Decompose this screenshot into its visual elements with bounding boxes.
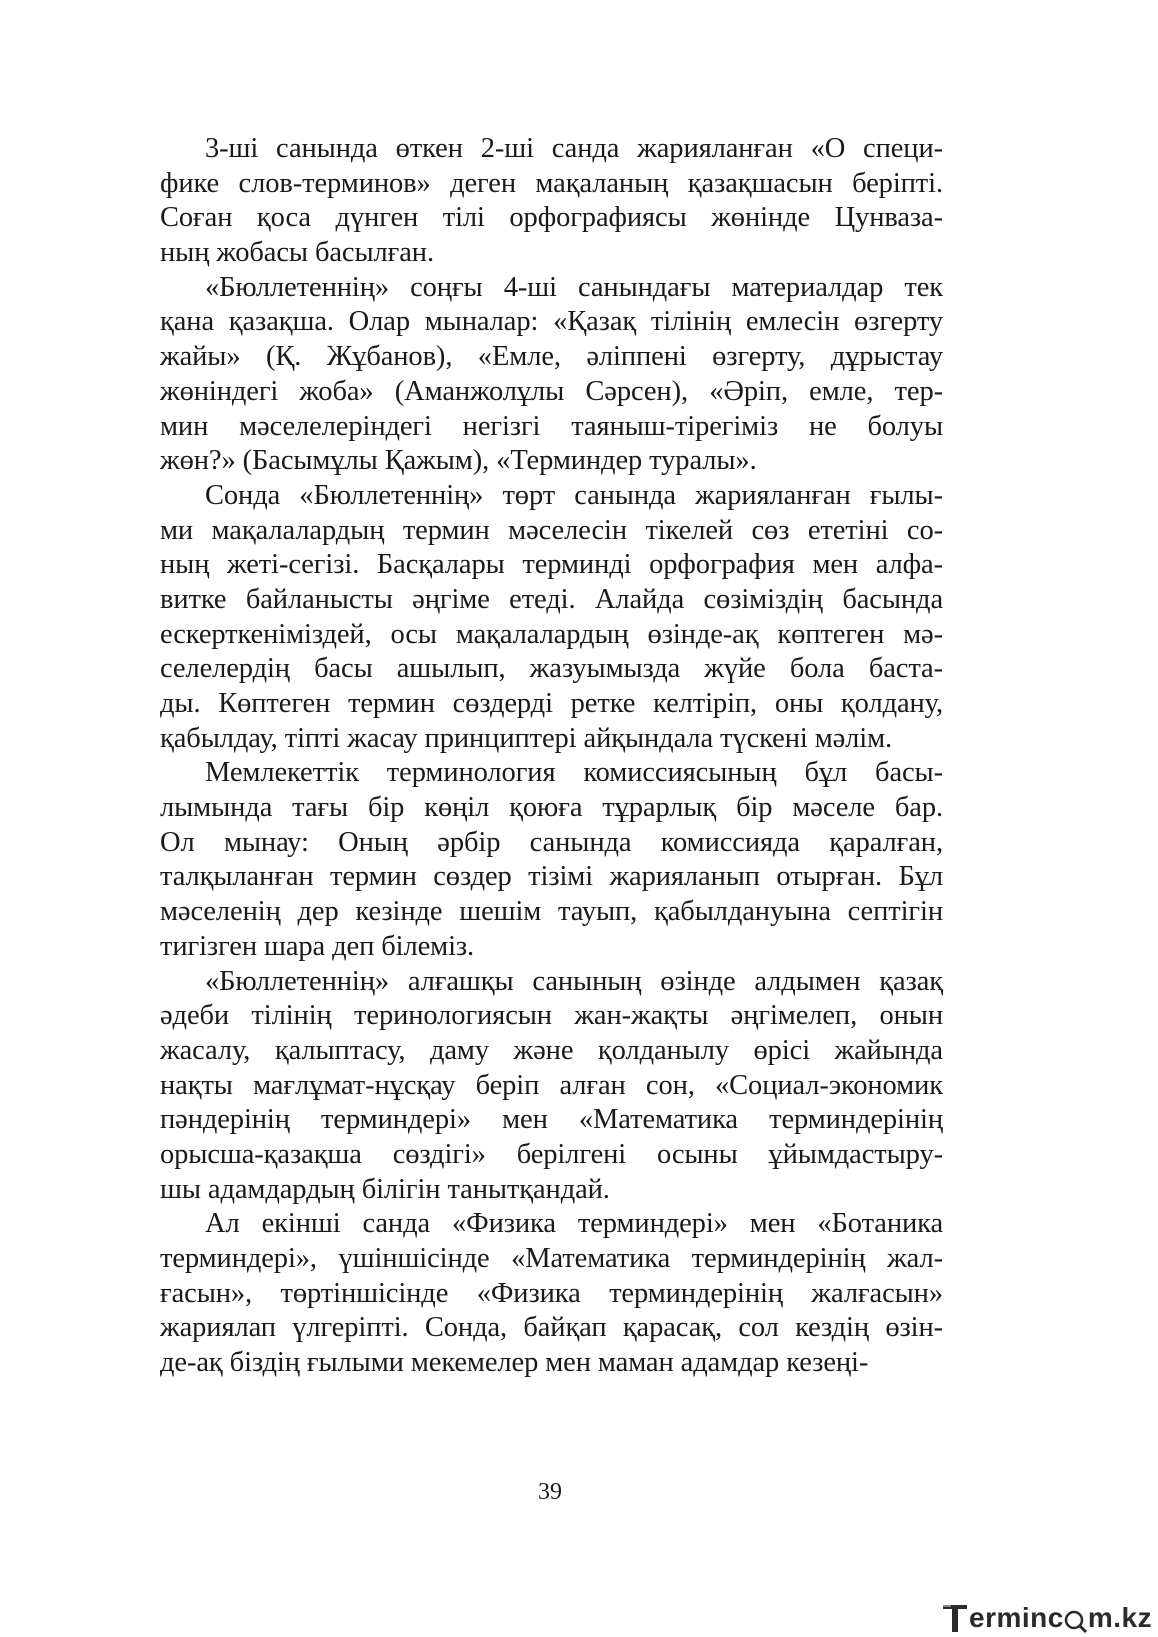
text-line: мин мәселелеріндегі негізгі таяныш-тірегіміз не болуы — [160, 410, 943, 442]
text-line: ескерткеніміздей, осы мақалалардың өзінде-ақ көптеген мә- — [160, 618, 943, 650]
text-line: қана қазақша. Олар мыналар: «Қазақ тілінің емлесін өзгерту — [160, 306, 943, 338]
t-logo-icon — [942, 1603, 968, 1633]
text-line: Ал екінші санда «Физика терминдері» мен «Ботаника — [205, 1208, 943, 1240]
watermark-text-end: m.kz — [1087, 1602, 1153, 1633]
watermark-text-start: erminc — [969, 1602, 1064, 1633]
text-line: ның жеті-сегізі. Басқалары терминді орфография мен алфа- — [160, 549, 943, 581]
text-line: ды. Көптеген термин сөздерді ретке келтіріп, оны қолдану, — [160, 688, 943, 719]
text-line: жөніндегі жоба» (Аманжолұлы Сәрсен), «Әріп, емле, тер- — [160, 375, 943, 407]
text-line: мәселенің дер кезінде шешім тауып, қабылдануына септігін — [160, 896, 943, 928]
text-line: ми мақалалардың термин мәселесін тікелей сөз ететіні со- — [160, 514, 943, 546]
text-line: Мемлекеттік терминология комиссиясының бұл басы- — [205, 757, 943, 789]
text-line: тигізген шара деп білеміз. — [160, 930, 475, 962]
text-line: орысша-қазақша сөздігі» берілгені осыны ұйымдастыру- — [160, 1138, 943, 1170]
text-line: шы адамдардың білігін танытқандай. — [160, 1173, 610, 1205]
text-line: нақты мағлұмат-нұсқау беріп алған сон, «Социал-экономик — [160, 1069, 943, 1101]
text-line: Соған қоса дүнген тілі орфографиясы жөнінде Цунваза- — [160, 202, 943, 234]
text-line: жариялап үлгеріпті. Сонда, байқап қарасақ, сол кездің өзін- — [160, 1312, 943, 1344]
text-line: «Бюллетеннің» алғашқы санының өзінде алдымен қазақ — [205, 965, 943, 997]
paragraph — [160, 756, 943, 964]
text-line: лымында тағы бір көңіл қоюға тұрарлық бір мәселе бар. — [160, 792, 943, 824]
text-line: әдеби тілінің теринологиясын жан-жақты әңгімелеп, онын — [160, 1000, 943, 1032]
paragraph — [160, 1207, 943, 1380]
text-line: жөн?» (Басымұлы Қажым), «Терминдер туралы». — [160, 445, 757, 477]
paragraph — [160, 965, 943, 1208]
text-line: Ол мынау: Оның әрбір санында комиссияда қаралған, — [160, 826, 943, 858]
page-body — [160, 132, 943, 1381]
text-line: пәндерінің терминдері» мен «Математика терминдерінің — [160, 1104, 943, 1136]
paragraph — [160, 271, 943, 479]
text-line: витке байланысты әңгіме етеді. Алайда сөзіміздің басында — [160, 583, 943, 615]
text-line: 3-ші санында өткен 2-ші санда жарияланған «О специ- — [205, 133, 943, 164]
text-line: фике слов-терминов» деген мақаланың қазақшасын беріпті. — [160, 167, 943, 199]
text-line: «Бюллетеннің» соңғы 4-ші санындағы материалдар тек — [205, 271, 943, 303]
text-line: ғасын», төртіншісінде «Физика терминдерінің жалғасын» — [160, 1277, 943, 1309]
paragraph — [160, 479, 943, 757]
watermark-logo — [942, 1595, 1152, 1633]
text-line: терминдері», үшіншісінде «Математика терминдерінің жал- — [160, 1243, 943, 1274]
text-line: жасалу, қалыптасу, даму және қолданылу өрісі жайында — [160, 1034, 943, 1066]
magnifier-icon — [1064, 1609, 1088, 1633]
text-line: де-ақ біздің ғылыми мекемелер мен маман адамдар кезеңі- — [160, 1347, 869, 1379]
page-number: 39 — [538, 1479, 562, 1505]
text-line: қабылдау, тіпті жасау принциптері айқындала түскені мәлім. — [160, 722, 893, 754]
text-line: ның жобасы басылған. — [160, 237, 434, 269]
text-line: жайы» (Қ. Жұбанов), «Емле, әліппені өзгерту, дұрыстау — [160, 341, 943, 373]
text-line: Сонда «Бюллетеннің» төрт санында жарияланған ғылы- — [205, 479, 943, 511]
text-line: селелердің басы ашылып, жазуымызда жүйе бола баста- — [160, 653, 943, 685]
paragraph — [160, 132, 943, 271]
text-line: талқыланған термин сөздер тізімі жарияланып отырған. Бұл — [160, 861, 943, 893]
